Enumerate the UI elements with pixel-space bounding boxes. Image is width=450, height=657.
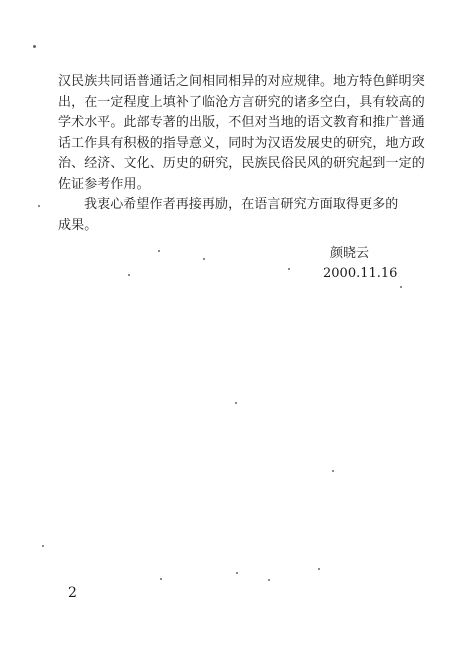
scan-speck <box>235 402 237 404</box>
scan-speck <box>400 286 402 288</box>
paragraph-1-line-3: 学术水平。此部专著的出版，不但对当地的语文教育和推广普通 <box>58 115 425 130</box>
paragraph-1-line-1: 汉民族共同语普通话之间相同相异的对应规律。地方特色鲜明突 <box>58 74 425 89</box>
scan-speck <box>288 268 290 270</box>
body-text <box>58 72 425 236</box>
page-number: 2 <box>68 585 77 601</box>
paragraph-2-line-2: 成果。 <box>58 217 98 233</box>
scan-speck <box>268 579 270 581</box>
scan-speck <box>158 250 160 252</box>
paragraph-2-line-1: 我衷心希望作者再接再励，在语言研究方面取得更多的 <box>84 197 399 212</box>
scan-speck <box>128 274 130 276</box>
paragraph-1-line-5: 治、经济、文化、历史的研究，民族民俗民风的研究起到一定的 <box>58 156 425 171</box>
signature-author: 颜晓云 <box>330 246 370 261</box>
paragraph-1-line-2: 出，在一定程度上填补了临沧方言研究的诸多空白，具有较高的 <box>58 94 425 110</box>
scan-speck <box>318 568 320 570</box>
scan-speck <box>38 205 40 207</box>
scan-speck <box>236 572 238 574</box>
scan-speck <box>160 578 162 580</box>
scan-speck <box>203 258 205 260</box>
paragraph-1-line-6: 佐证参考作用。 <box>58 176 150 192</box>
signature-date: 2000.11.16 <box>323 266 398 281</box>
scan-speck <box>332 470 334 472</box>
paragraph-1-line-4: 话工作具有积极的指导意义，同时为汉语发展史的研究，地方政 <box>58 135 425 151</box>
scan-speck <box>33 45 36 48</box>
scan-speck <box>42 545 44 547</box>
